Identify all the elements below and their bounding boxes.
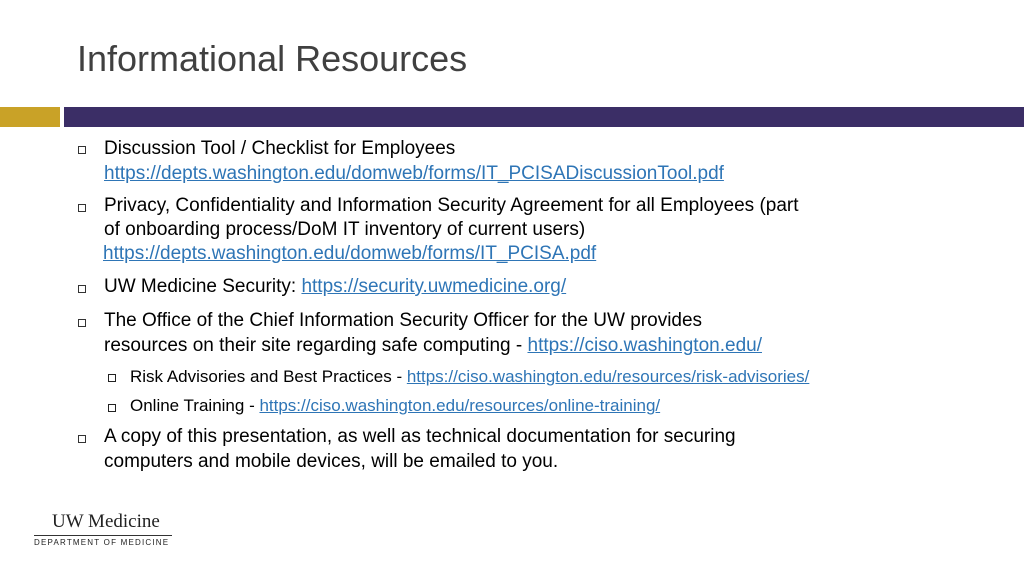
item-5-line2: computers and mobile devices, will be emailed to you. <box>104 451 559 472</box>
accent-bar-gold <box>0 107 60 127</box>
item-3-link[interactable]: https://security.uwmedicine.org/ <box>301 276 567 297</box>
sub-bullet-square-icon <box>108 404 116 412</box>
item-3-text: UW Medicine Security: <box>104 276 302 297</box>
bullet-square-icon <box>78 319 86 327</box>
item-1-text: Discussion Tool / Checklist for Employees <box>104 138 456 159</box>
subitem-2-text: Online Training - <box>130 396 260 415</box>
bullet-square-icon <box>78 146 86 154</box>
item-1-url-line <box>104 163 724 185</box>
item-4-line2 <box>104 335 762 357</box>
item-1-link[interactable]: https://depts.washington.edu/domweb/forms/IT_PCISADiscussionTool.pdf <box>104 163 724 184</box>
subitem-1-text: Risk Advisories and Best Practices - <box>130 367 407 386</box>
slide-title: Informational Resources <box>77 38 468 79</box>
item-4-line1: The Office of the Chief Information Security Officer for the UW provides <box>104 310 703 331</box>
subitem-1-line <box>130 367 809 387</box>
department-label: DEPARTMENT OF MEDICINE <box>34 538 170 547</box>
item-5-line1: A copy of this presentation, as well as technical documentation for securing <box>104 426 736 447</box>
uw-medicine-logo: UW Medicine <box>52 511 160 532</box>
accent-bar-purple <box>64 107 1024 127</box>
item-2-url-line <box>103 243 596 265</box>
item-4-text: resources on their site regarding safe computing - <box>104 335 528 356</box>
logo-divider <box>34 535 172 536</box>
item-2-line1: Privacy, Confidentiality and Information Security Agreement for all Employees (part <box>104 195 799 216</box>
item-2-line2: of onboarding process/DoM IT inventory of current users) <box>104 219 586 240</box>
subitem-2-line <box>130 396 660 416</box>
sub-bullet-square-icon <box>108 374 116 382</box>
subitem-1-link[interactable]: https://ciso.washington.edu/resources/risk-advisories/ <box>406 367 810 386</box>
bullet-square-icon <box>78 285 86 293</box>
item-4-link[interactable]: https://ciso.washington.edu/ <box>527 335 762 356</box>
bullet-square-icon <box>78 435 86 443</box>
subitem-2-link[interactable]: https://ciso.washington.edu/resources/online-training/ <box>259 396 661 415</box>
item-3-line <box>104 276 566 298</box>
item-2-link[interactable]: https://depts.washington.edu/domweb/forms/IT_PCISA.pdf <box>103 243 597 264</box>
bullet-square-icon <box>78 204 86 212</box>
